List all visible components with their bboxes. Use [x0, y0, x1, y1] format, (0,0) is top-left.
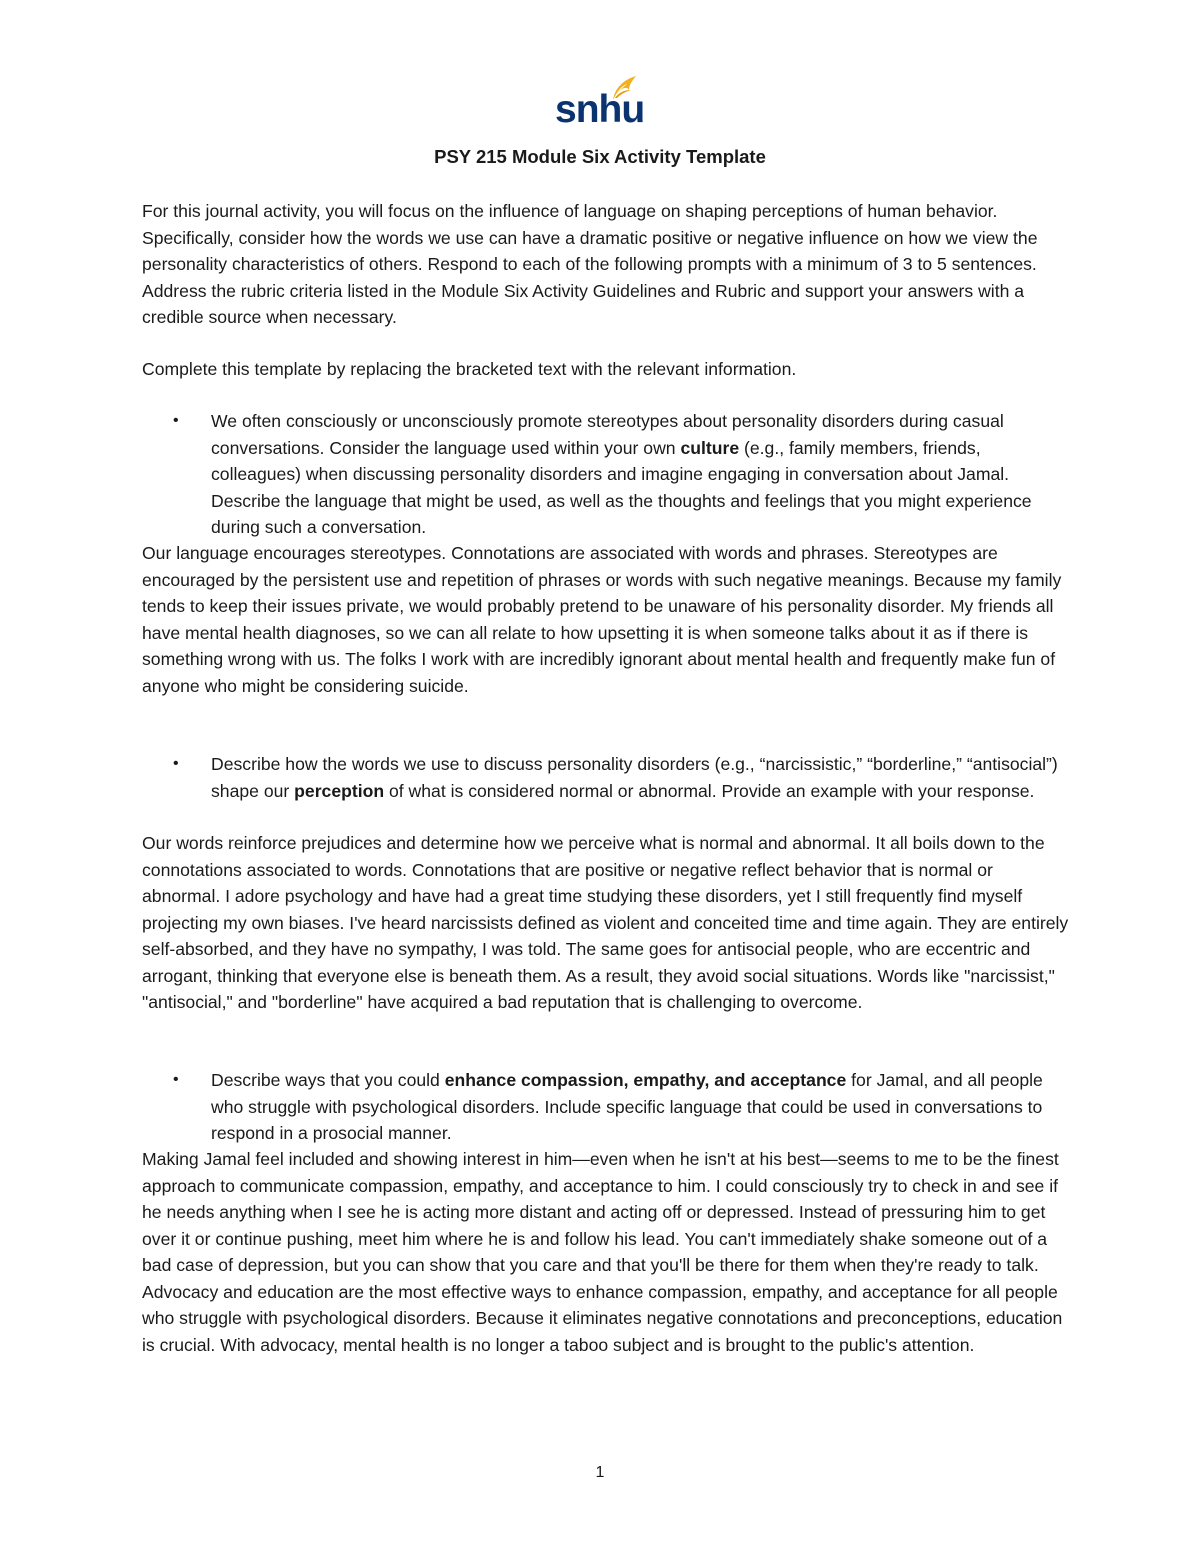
page-number: 1 — [595, 1464, 605, 1481]
answer-1: Our language encourages stereotypes. Connotations are associated with words and phrases. Stereotypes are encouraged by the persistent use and repetition of phrases or words with such negative meanings. Because my family tends to keep their issues private, we would probably pretend to be unaware of his personality disorder. My friends all have mental health diagnoses, so we can all relate to how upsetting it is when someone talks about it as if there is something wrong with us. The folks I work with are incredibly ignorant about mental health and frequently make fun of anyone who might be considering suicide. — [142, 543, 1062, 696]
prompt-2-text-end: of what is considered normal or abnormal. Provide an example with your response. — [384, 780, 1035, 801]
prompt-3-keyword: enhance compassion, empathy, and acceptance — [444, 1070, 847, 1090]
prompt-3-text-end: for Jamal, and all people who struggle with psychological disorders. Include specific language that could be used in conversations to respond in a prosocial manner. — [211, 1070, 1043, 1143]
prompt-3-text-start: Describe ways that you could — [211, 1070, 445, 1090]
prompt-2 — [211, 751, 1071, 804]
logo-wordmark: snhu — [555, 88, 645, 131]
answer-2: Our words reinforce prejudices and determine how we perceive what is normal and abnormal. It all boils down to the connotations associated to words. Connotations that are positive or negative reflect behavior that is normal or abnormal. I adore psychology and have had a great time studying these disorders, yet I still frequently find myself projecting my own biases. I've heard narcissists defined as violent and conceited time and time again. They are entirely self-absorbed, and they have no sympathy, I was told. The same goes for antisocial people, who are eccentric and arrogant, thinking that everyone else is beneath them. As a result, they avoid social situations. Words like "narcissist," "antisocial," and "borderline" have acquired a bad reputation that is challenging to overcome. — [142, 833, 1069, 1012]
prompt-1-text-start: We often consciously or unconsciously promote stereotypes about personality disorders during casual conversations. Consider the language used within your own — [211, 411, 1004, 458]
prompt-2-keyword: perception — [294, 780, 385, 801]
bullet-icon: • — [173, 1071, 179, 1088]
prompt-1-text-end: (e.g., family members, friends, colleagues) when discussing personality disorders and imagine engaging in conversation about Jamal. Describe the language that might be used, as well as the thoughts and feelings that you might experience during such a conversation. — [211, 437, 1032, 537]
prompt-1-keyword: culture — [680, 437, 740, 458]
page-title: PSY 215 Module Six Activity Template — [434, 146, 766, 167]
instruction-paragraph: Complete this template by replacing the bracketed text with the relevant information. — [142, 359, 797, 379]
flame-icon — [609, 74, 639, 104]
bullet-icon: • — [173, 755, 179, 772]
snhu-logo — [555, 74, 645, 132]
prompt-1 — [211, 408, 1071, 541]
prompt-2-text-start: Describe how the words we use to discuss personality disorders (e.g., “narcissistic,” “borderline,” “antisocial”) shape our — [211, 754, 1058, 801]
bullet-icon: • — [173, 412, 179, 429]
answer-3: Making Jamal feel included and showing interest in him—even when he isn't at his best—seems to me to be the finest approach to communicate compassion, empathy, and acceptance to him. I could consciously try to check in and see if he needs anything when I see he is acting more distant and acting off or depressed. Instead of pressuring him to get over it or continue pushing, meet him where he is and follow his lead. You can't immediately shake someone out of a bad case of depression, but you can show that you care and that you'll be there for them when they're ready to talk. Advocacy and education are the most effective ways to enhance compassion, empathy, and acceptance for all people who struggle with psychological disorders. Because it eliminates negative connotations and preconceptions, education is crucial. With advocacy, mental health is no longer a taboo subject and is brought to the public's attention. — [142, 1149, 1063, 1355]
intro-paragraph: For this journal activity, you will focus on the influence of language on shaping perceptions of human behavior. Specifically, consider how the words we use can have a dramatic positive or negative influence on how we view the personality characteristics of others. Respond to each of the following prompts with a minimum of 3 to 5 sentences. Address the rubric criteria listed in the Module Six Activity Guidelines and Rubric and support your answers with a credible source when necessary. — [142, 201, 1038, 327]
prompt-3 — [211, 1067, 1071, 1147]
